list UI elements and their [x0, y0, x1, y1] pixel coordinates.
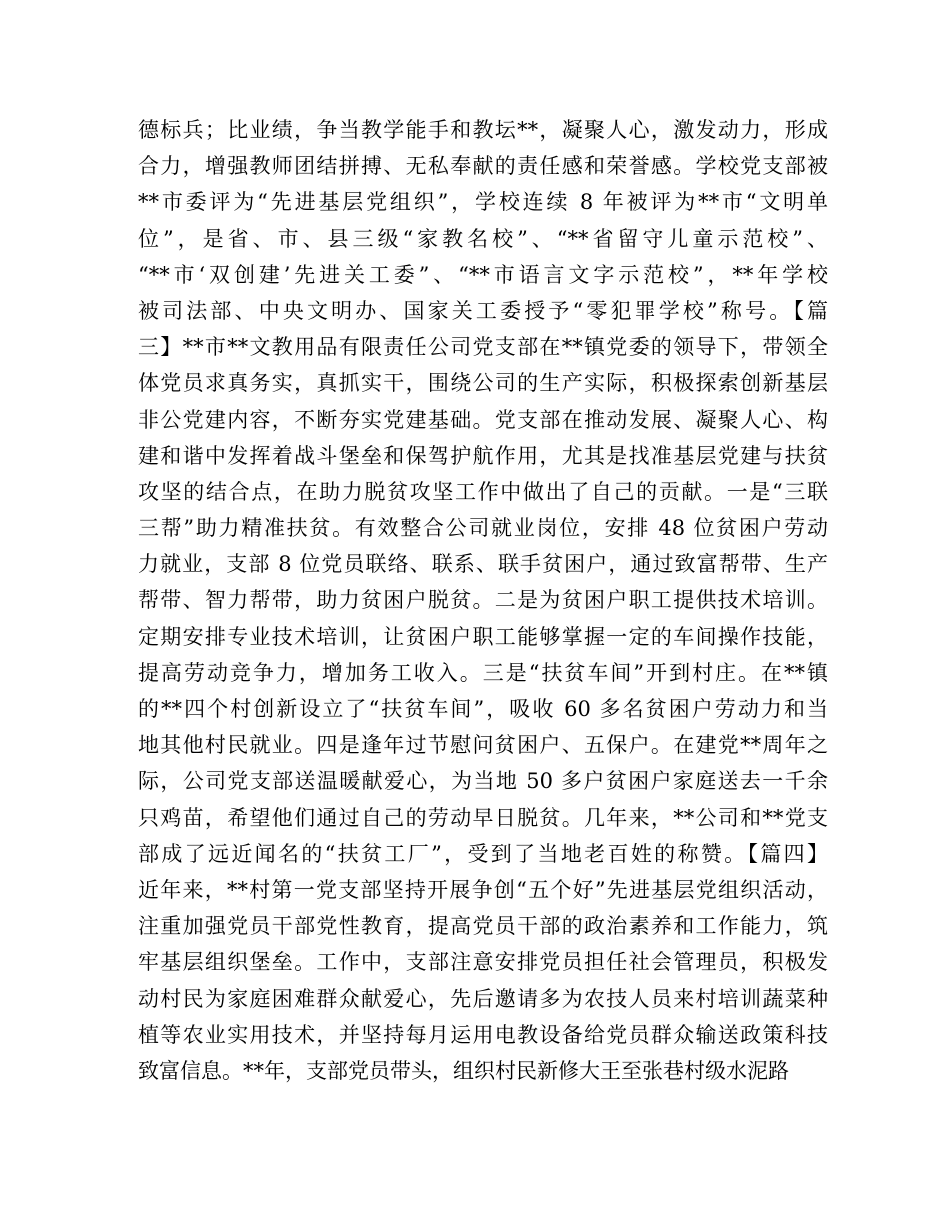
text-line: 位”，是省、市、县三级“家教名校”、“**省留守儿童示范校”、 [138, 226, 828, 251]
text-line: 非公党建内容，不断夯实党建基础。党支部在推动发展、凝聚人心、构 [138, 407, 828, 432]
text-line: 只鸡苗，希望他们通过自己的劳动早日脱贫。几年来，**公司和**党支 [138, 805, 828, 830]
text-line: 牢基层组织堡垒。工作中，支部注意安排党员担任社会管理员，积极发 [138, 950, 828, 975]
text-line: 德标兵；比业绩，争当教学能手和教坛**，凝聚人心，激发动力，形成 [138, 118, 828, 142]
text-line: 定期安排专业技术培训，让贫困户职工能够掌握一定的车间操作技能， [138, 624, 828, 649]
text-line: 攻坚的结合点，在助力脱贫攻坚工作中做出了自己的贡献。一是“三联 [138, 479, 828, 504]
text-line: 帮带、智力帮带，助力贫困户脱贫。二是为贫困户职工提供技术培训。 [138, 588, 828, 613]
text-line: 被司法部、中央文明办、国家关工委授予“零犯罪学校”称号。【篇 [138, 298, 828, 323]
text-line: “**市‘双创建’先进关工委”、“**市语言文字示范校”，**年学校 [138, 262, 828, 287]
text-line: 体党员求真务实，真抓实干，围绕公司的生产实际，积极探索创新基层 [138, 371, 828, 396]
text-line: 致富信息。**年，支部党员带头，组织村民新修大王至张巷村级水泥路 [138, 1058, 789, 1083]
text-line: 注重加强党员干部党性教育，提高党员干部的政治素养和工作能力，筑 [138, 914, 828, 939]
text-line: 近年来，**村第一党支部坚持开展争创“五个好”先进基层党组织活动， [138, 877, 828, 902]
text-line: 际，公司党支部送温暖献爱心，为当地 50 多户贫困户家庭送去一千余 [138, 769, 828, 794]
text-line: 合力，增强教师团结拼搏、无私奉献的责任感和荣誉感。学校党支部被 [138, 154, 828, 179]
text-line: 提高劳动竞争力，增加务工收入。三是“扶贫车间”开到村庄。在**镇 [138, 660, 828, 685]
text-line: 植等农业实用技术，并坚持每月运用电教设备给党员群众输送政策科技 [138, 1022, 828, 1047]
text-line: 的**四个村创新设立了“扶贫车间”，吸收 60 多名贫困户劳动力和当 [138, 697, 828, 721]
text-line: 地其他村民就业。四是逢年过节慰问贫困户、五保户。在建党**周年之 [138, 733, 828, 758]
body-text [138, 112, 828, 1089]
text-line: 三帮”助力精准扶贫。有效整合公司就业岗位，安排 48 位贫困户劳动 [138, 516, 828, 541]
text-line: 建和谐中发挥着战斗堡垒和保驾护航作用，尤其是找准基层党建与扶贫 [138, 443, 828, 468]
text-line: 三】**市**文教用品有限责任公司党支部在**镇党委的领导下，带领全 [138, 335, 828, 360]
text-line: **市委评为“先进基层党组织”，学校连续 8 年被评为**市“文明单 [138, 190, 828, 215]
text-line: 部成了远近闻名的“扶贫工厂”，受到了当地老百姓的称赞。【篇四】 [138, 841, 828, 866]
text-line: 动村民为家庭困难群众献爱心，先后邀请多为农技人员来村培训蔬菜种 [138, 986, 828, 1011]
text-line: 力就业，支部 8 位党员联络、联系、联手贫困户，通过致富帮带、生产 [138, 552, 828, 577]
